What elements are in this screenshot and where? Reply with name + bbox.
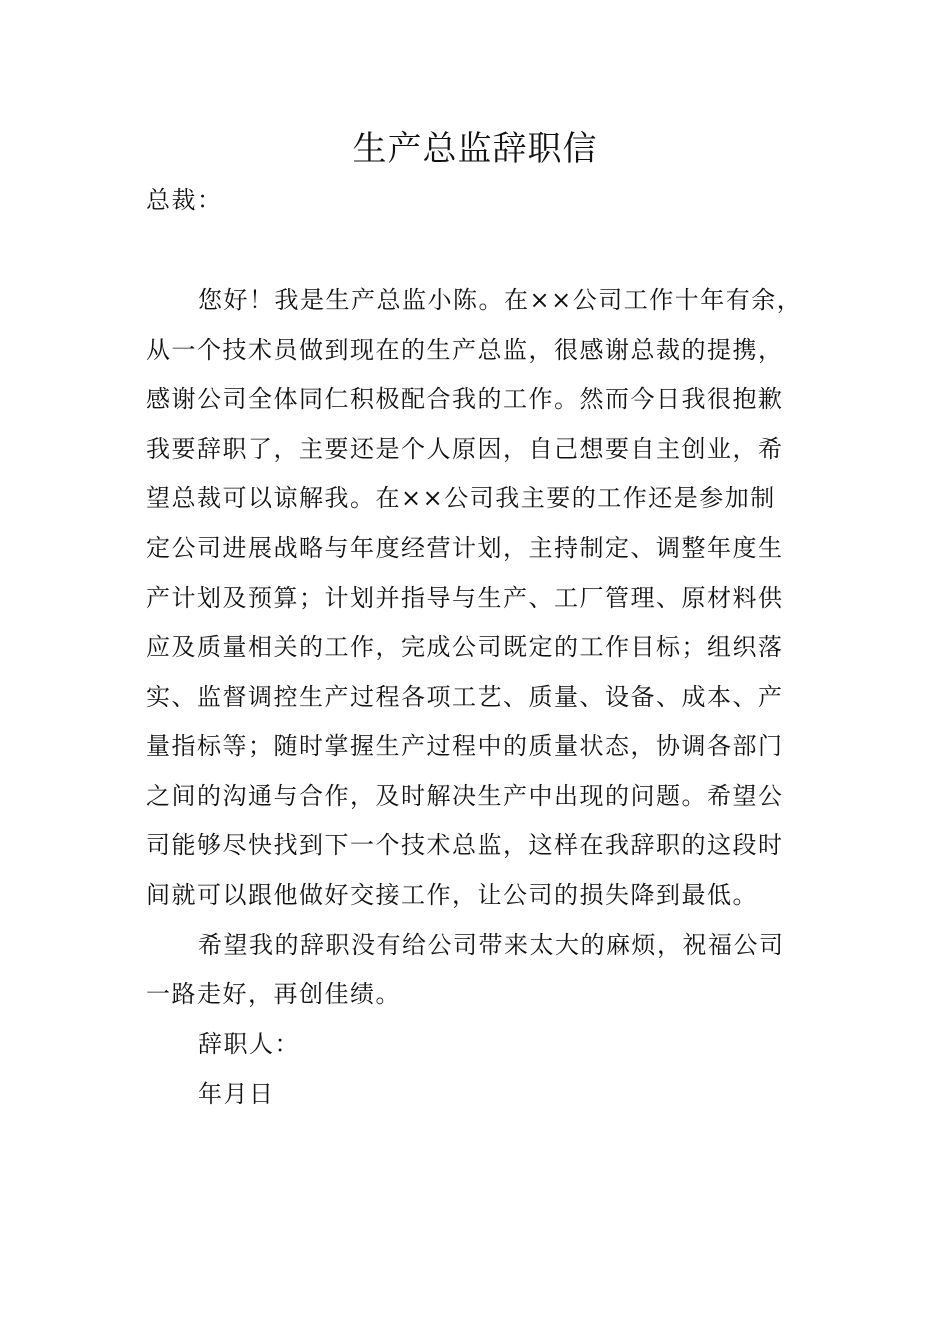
paragraph-2-line: 一路走好，再创佳绩。: [146, 980, 401, 1008]
paragraph-1-line: 我要辞职了，主要还是个人原因，自己想要自主创业，希: [146, 435, 784, 463]
paragraph-1-line: 应及质量相关的工作，完成公司既定的工作目标；组织落: [146, 633, 784, 661]
paragraph-1-line: 定公司进展战略与年度经营计划，主持制定、调整年度生: [146, 534, 784, 562]
document-title: 生产总监辞职信: [352, 129, 598, 169]
salutation: 总裁：: [146, 186, 223, 214]
paragraph-1-line: 望总裁可以谅解我。在××公司我主要的工作还是参加制: [146, 484, 776, 512]
paragraph-1-line: 量指标等；随时掌握生产过程中的质量状态，协调各部门: [146, 732, 784, 760]
date-label: 年月日: [198, 1080, 275, 1108]
paragraph-1-line: 感谢公司全体同仁积极配合我的工作。然而今日我很抱歉: [146, 385, 784, 413]
paragraph-1-line: 您好！我是生产总监小陈。在××公司工作十年有余，: [198, 286, 803, 314]
paragraph-1-line: 产计划及预算；计划并指导与生产、工厂管理、原材料供: [146, 584, 784, 612]
paragraph-1-line: 实、监督调控生产过程各项工艺、质量、设备、成本、产: [146, 683, 784, 711]
paragraph-2-line: 希望我的辞职没有给公司带来太大的麻烦，祝福公司: [198, 931, 785, 959]
paragraph-1-line: 从一个技术员做到现在的生产总监，很感谢总裁的提携，: [146, 336, 784, 364]
paragraph-1-line: 间就可以跟他做好交接工作，让公司的损失降到最低。: [146, 881, 758, 909]
paragraph-1-line: 司能够尽快找到下一个技术总监，这样在我辞职的这段时: [146, 831, 784, 859]
paragraph-1-line: 之间的沟通与合作，及时解决生产中出现的问题。希望公: [146, 782, 784, 810]
signature-label: 辞职人：: [198, 1030, 300, 1058]
